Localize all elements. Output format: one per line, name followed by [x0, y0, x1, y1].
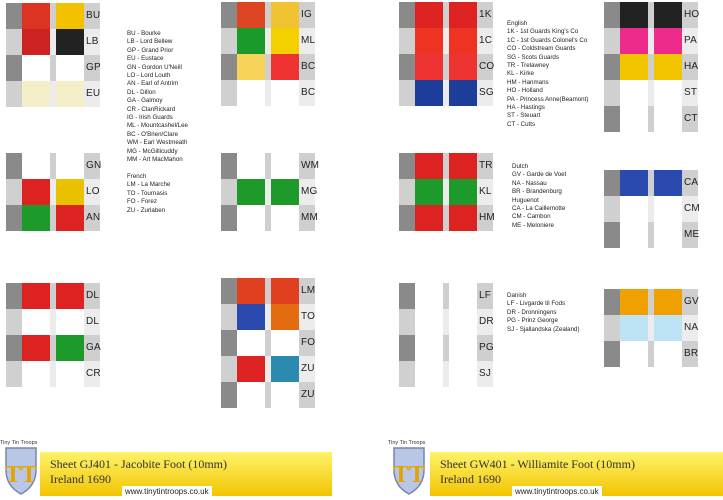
flag-slot [399, 205, 493, 231]
flag-image [620, 289, 648, 315]
flag-image [56, 55, 84, 81]
flag-image [415, 283, 443, 309]
site-url[interactable]: www.tinytintroops.co.uk [122, 486, 212, 497]
flag-slot [604, 170, 698, 196]
flag-image [237, 54, 265, 80]
slot-edge [399, 309, 415, 335]
svg-text:TT: TT [4, 462, 38, 488]
flag-image [654, 196, 682, 222]
slot-edge [6, 361, 22, 387]
flag-image [22, 29, 50, 55]
flag-image [620, 315, 648, 341]
svg-text:TT: TT [392, 462, 426, 488]
flag-code: GN [86, 160, 102, 171]
flag-code: ZU [301, 363, 315, 374]
flag-strip [399, 283, 493, 387]
flag-image [620, 80, 648, 106]
slot-edge [604, 2, 620, 28]
slot-edge [221, 278, 237, 304]
flag-code: CT [684, 113, 698, 124]
flag-image [449, 283, 477, 309]
slot-edge [221, 179, 237, 205]
flag-image [620, 106, 648, 132]
flag-strip [6, 153, 100, 231]
flag-image [237, 330, 265, 356]
flag-image [654, 80, 682, 106]
flag-slot [399, 309, 493, 335]
flag-image [56, 335, 84, 361]
flag-slot [221, 153, 320, 179]
flag-code: CR [86, 368, 101, 379]
flag-slot [6, 205, 100, 231]
slot-edge [6, 29, 22, 55]
flag-image [22, 153, 50, 179]
flag-image [271, 2, 299, 28]
flag-image [654, 2, 682, 28]
slot-edge [399, 28, 415, 54]
flag-image [271, 80, 299, 106]
flag-code: BC [301, 87, 316, 98]
flag-slot [604, 54, 698, 80]
flag-image [271, 28, 299, 54]
flag-slot [221, 278, 315, 304]
flag-image [415, 80, 443, 106]
flag-image [237, 28, 265, 54]
flag-slot [604, 289, 698, 315]
flag-image [22, 335, 50, 361]
flag-code: KL [479, 186, 492, 197]
flag-image [415, 2, 443, 28]
logo-left [0, 440, 42, 500]
legend-english: English 1K - 1st Guards King's Co 1C - 1st Guards Colonel's Co CO - Coldstream Guards SG - Scots Guards TR - Trelawney KL - Kirke HM - Hanmans HO - Holland PA - Princess Anne(Beamont) HA - Hastings ST - Steuart CT - Cutts [507, 20, 589, 128]
flag-slot [6, 153, 100, 179]
flag-slot [6, 81, 100, 107]
flag-strip [221, 278, 315, 408]
flag-slot [6, 309, 100, 335]
flag-image [271, 330, 299, 356]
flag-code: IG [301, 9, 312, 20]
slot-edge [604, 80, 620, 106]
flag-image [237, 382, 265, 408]
flag-slot [399, 179, 493, 205]
slot-edge [6, 205, 22, 231]
slot-edge [604, 28, 620, 54]
sheet-banner-left [40, 440, 332, 496]
flag-image [271, 205, 299, 231]
slot-edge [399, 283, 415, 309]
site-url[interactable]: www.tinytintroops.co.uk [512, 486, 602, 497]
sheet-subtitle: Ireland 1690 [440, 472, 501, 486]
flag-slot [604, 80, 698, 106]
flag-image [449, 28, 477, 54]
flag-code: LF [479, 290, 492, 301]
flag-slot [399, 335, 493, 361]
flag-slot [221, 356, 315, 382]
slot-edge [604, 289, 620, 315]
flag-image [415, 361, 443, 387]
flag-code: LB [86, 36, 99, 47]
flag-code: SJ [479, 368, 492, 379]
flag-image [620, 170, 648, 196]
logo-caption: Tiny Tin Troops [0, 440, 38, 446]
flag-code: PA [684, 35, 697, 46]
slot-edge [221, 205, 237, 231]
flag-image [449, 80, 477, 106]
flag-image [654, 289, 682, 315]
flag-image [449, 153, 477, 179]
sheet-title: Sheet GW401 - Williamite Foot (10mm) [440, 457, 635, 471]
slot-edge [221, 356, 237, 382]
flag-code: GA [86, 342, 101, 353]
flag-code: NA [684, 322, 699, 333]
slot-edge [6, 81, 22, 107]
flag-image [449, 2, 477, 28]
slot-edge [221, 2, 237, 28]
flag-slot [221, 28, 315, 54]
slot-edge [6, 283, 22, 309]
flag-image [22, 179, 50, 205]
flag-slot [221, 179, 318, 205]
flag-image [271, 304, 299, 330]
flag-image [449, 361, 477, 387]
flag-image [654, 54, 682, 80]
flag-image [415, 205, 443, 231]
flag-code: ST [684, 87, 698, 98]
flag-slot [399, 361, 493, 387]
slot-edge [604, 170, 620, 196]
slot-edge [399, 361, 415, 387]
flag-image [654, 222, 682, 248]
slot-edge [399, 205, 415, 231]
flag-code: BU [86, 10, 101, 21]
flag-image [449, 54, 477, 80]
flag-code: GV [684, 296, 699, 307]
logo-right [388, 440, 430, 500]
flag-strip [604, 2, 698, 132]
flag-image [654, 28, 682, 54]
flag-image [56, 29, 84, 55]
flag-image [22, 361, 50, 387]
slot-edge [221, 153, 237, 179]
flag-code: HO [684, 9, 700, 20]
flag-image [449, 205, 477, 231]
flag-code: CO [479, 61, 495, 72]
flag-image [415, 54, 443, 80]
flag-code: LO [86, 186, 100, 197]
flag-image [620, 2, 648, 28]
flag-slot [221, 54, 315, 80]
sheet-banner-right [430, 440, 723, 496]
slot-edge [604, 196, 620, 222]
flag-image [271, 179, 299, 205]
flag-slot [221, 330, 315, 356]
flag-image [620, 28, 648, 54]
flag-code: BR [684, 348, 699, 359]
flag-code: PG [479, 342, 494, 353]
slot-edge [221, 28, 237, 54]
flag-slot [221, 2, 315, 28]
flag-strip [221, 2, 315, 106]
slot-edge [6, 179, 22, 205]
flag-code: HM [479, 212, 495, 223]
flag-slot [399, 80, 493, 106]
slot-edge [604, 106, 620, 132]
flag-image [654, 315, 682, 341]
flag-strip [6, 3, 100, 107]
flag-image [620, 222, 648, 248]
flag-slot [604, 106, 698, 132]
flag-slot [6, 179, 100, 205]
flag-strip [399, 2, 493, 106]
slot-edge [604, 222, 620, 248]
legend-danish: Danish LF - Livgarde til Fods DR - Dronningens PG - Prinz George SJ - Sjallandska (Zealand) [507, 292, 580, 333]
slot-edge [221, 330, 237, 356]
flag-image [56, 179, 84, 205]
slot-edge [399, 335, 415, 361]
slot-edge [6, 335, 22, 361]
flag-code: ZU [301, 389, 315, 400]
flag-slot [604, 196, 698, 222]
flag-code: EU [86, 88, 101, 99]
flag-slot [221, 304, 315, 330]
flag-code: 1C [479, 35, 493, 46]
flag-code: ME [684, 229, 700, 240]
flag-slot [604, 222, 698, 248]
flag-image [415, 179, 443, 205]
flag-image [449, 335, 477, 361]
flag-image [620, 196, 648, 222]
flag-slot [221, 205, 319, 231]
flag-strip [221, 153, 320, 231]
flag-image [22, 55, 50, 81]
flag-slot [604, 315, 698, 341]
flag-code: DL [86, 316, 100, 327]
slot-edge [604, 315, 620, 341]
flag-slot [399, 2, 493, 28]
flag-image [237, 179, 265, 205]
flag-code: LM [301, 285, 316, 296]
flag-image [271, 153, 299, 179]
sheet-title: Sheet GJ401 - Jacobite Foot (10mm) [50, 457, 227, 471]
slot-edge [221, 54, 237, 80]
flag-code: ML [301, 35, 316, 46]
flag-slot [604, 341, 698, 367]
flag-code: TR [479, 160, 493, 171]
slot-edge [6, 309, 22, 335]
flag-code: TO [301, 311, 316, 322]
slot-edge [221, 80, 237, 106]
tt-logo-icon [2, 446, 40, 496]
flag-code: MG [301, 186, 318, 197]
flag-image [415, 153, 443, 179]
flag-slot [604, 28, 698, 54]
flag-slot [221, 382, 315, 408]
slot-edge [221, 304, 237, 330]
flag-code: GP [86, 62, 101, 73]
flag-image [415, 28, 443, 54]
flag-image [271, 356, 299, 382]
flag-strip [604, 289, 698, 367]
flag-slot [399, 283, 493, 309]
flag-image [237, 80, 265, 106]
flag-code: FO [301, 337, 316, 348]
slot-edge [604, 341, 620, 367]
flag-image [415, 309, 443, 335]
flag-image [449, 179, 477, 205]
flag-slot [604, 2, 698, 28]
flag-code: 1K [479, 9, 492, 20]
legend-dutch: Dutch GV - Garde de Voet NA - Nassau BR - Brandenburg Huguenot CA - La Caillemotte CM - Cambon ME - Meloniere [512, 163, 567, 229]
flag-code: DL [86, 290, 100, 301]
flag-strip [6, 283, 100, 387]
flag-image [654, 106, 682, 132]
flag-code: CA [684, 177, 699, 188]
flag-image [56, 361, 84, 387]
slot-edge [399, 153, 415, 179]
flag-image [654, 341, 682, 367]
flag-slot [6, 335, 100, 361]
slot-edge [6, 3, 22, 29]
sheet-subtitle: Ireland 1690 [50, 472, 111, 486]
slot-edge [6, 153, 22, 179]
flag-image [56, 309, 84, 335]
flag-code: BC [301, 61, 316, 72]
flag-image [237, 356, 265, 382]
flag-image [271, 382, 299, 408]
flag-slot [6, 283, 100, 309]
flag-image [415, 335, 443, 361]
flag-code: WM [301, 160, 320, 171]
flag-code: HA [684, 61, 699, 72]
flag-image [271, 54, 299, 80]
logo-caption: Tiny Tin Troops [388, 440, 426, 446]
flag-image [56, 153, 84, 179]
flag-slot [399, 54, 493, 80]
flag-image [449, 309, 477, 335]
slot-edge [399, 54, 415, 80]
flag-image [56, 205, 84, 231]
slot-edge [221, 382, 237, 408]
flag-image [271, 278, 299, 304]
flag-image [620, 54, 648, 80]
legend-jacobite: BU - Bourke LB - Lord Bellew GP - Grand Prior EU - Eustace GN - Gordon U'Neill LO - Lord Louth AN - Earl of Antrim DL - Dillon GA - Galmoy CR - ClanRickard IG - Irish Guards ML - Mountcashel/Lee BC - O'Brien/Clare WM - Earl Westmeath MG - McGillicuddy MM - Art MacMahon French LM - La Marche TO - Tournasis FO - Forez ZU - Zurlaben [127, 30, 188, 214]
flag-slot [399, 153, 493, 179]
flag-strip [604, 170, 698, 248]
flag-image [620, 341, 648, 367]
flag-slot [6, 3, 100, 29]
flag-image [22, 309, 50, 335]
tt-logo-icon [390, 446, 428, 496]
flag-code: MM [301, 212, 319, 223]
flag-slot [221, 80, 315, 106]
flag-code: SG [479, 87, 494, 98]
slot-edge [399, 179, 415, 205]
slot-edge [604, 54, 620, 80]
flag-image [237, 278, 265, 304]
flag-image [22, 81, 50, 107]
flag-image [56, 81, 84, 107]
flag-image [654, 170, 682, 196]
flag-code: DR [479, 316, 494, 327]
flag-image [22, 3, 50, 29]
flag-slot [6, 55, 100, 81]
flag-code: AN [86, 212, 101, 223]
flag-image [237, 153, 265, 179]
flag-image [22, 283, 50, 309]
flag-image [22, 205, 50, 231]
flag-image [237, 304, 265, 330]
slot-edge [399, 2, 415, 28]
flag-image [237, 205, 265, 231]
flag-slot [6, 29, 100, 55]
flag-slot [399, 28, 493, 54]
flag-image [56, 283, 84, 309]
flag-slot [6, 361, 100, 387]
flag-code: CM [684, 203, 700, 214]
flag-image [56, 3, 84, 29]
flag-strip [399, 153, 493, 231]
flag-image [237, 2, 265, 28]
slot-edge [6, 55, 22, 81]
slot-edge [399, 80, 415, 106]
